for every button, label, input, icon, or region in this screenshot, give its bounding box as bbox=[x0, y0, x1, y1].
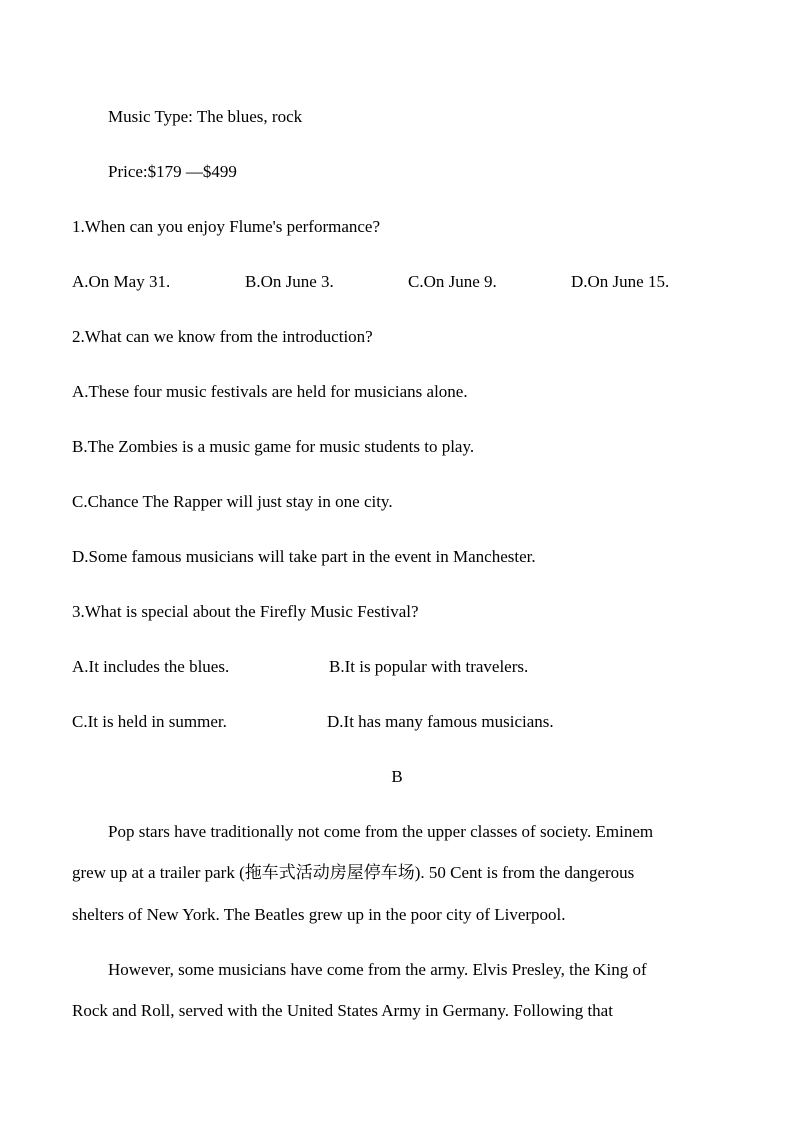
paragraph-line: grew up at a trailer park (拖车式活动房屋停车场). 50 Cent is from the dangerous bbox=[72, 863, 635, 882]
paragraph-line: Rock and Roll, served with the United States Army in Germany. Following that bbox=[72, 1001, 613, 1020]
option-a: A.On May 31. bbox=[72, 272, 171, 291]
question-1-stem: 1.When can you enjoy Flume's performance? bbox=[72, 217, 381, 236]
question-2-stem: 2.What can we know from the introduction? bbox=[72, 327, 373, 346]
option-a: A.These four music festivals are held for musicians alone. bbox=[72, 382, 468, 401]
option-b: B.It is popular with travelers. bbox=[329, 657, 529, 676]
option-c: C.It is held in summer. bbox=[72, 712, 227, 731]
paragraph-line: Pop stars have traditionally not come from the upper classes of society. Eminem bbox=[108, 822, 654, 841]
option-a: A.It includes the blues. bbox=[72, 657, 230, 676]
question-3-stem: 3.What is special about the Firefly Music Festival? bbox=[72, 602, 419, 621]
option-b: B.The Zombies is a music game for music students to play. bbox=[72, 437, 475, 456]
option-b: B.On June 3. bbox=[245, 272, 334, 291]
section-b-heading: B bbox=[391, 767, 403, 786]
option-d: D.It has many famous musicians. bbox=[327, 712, 554, 731]
option-c: C.Chance The Rapper will just stay in one city. bbox=[72, 492, 393, 511]
option-d: D.On June 15. bbox=[571, 272, 670, 291]
music-type-line: Music Type: The blues, rock bbox=[108, 107, 303, 126]
paragraph-line: However, some musicians have come from the army. Elvis Presley, the King of bbox=[108, 960, 647, 979]
option-c: C.On June 9. bbox=[408, 272, 497, 291]
option-d: D.Some famous musicians will take part in the event in Manchester. bbox=[72, 547, 536, 566]
price-line: Price:$179 —$499 bbox=[108, 162, 237, 181]
paragraph-line: shelters of New York. The Beatles grew up in the poor city of Liverpool. bbox=[72, 905, 566, 924]
